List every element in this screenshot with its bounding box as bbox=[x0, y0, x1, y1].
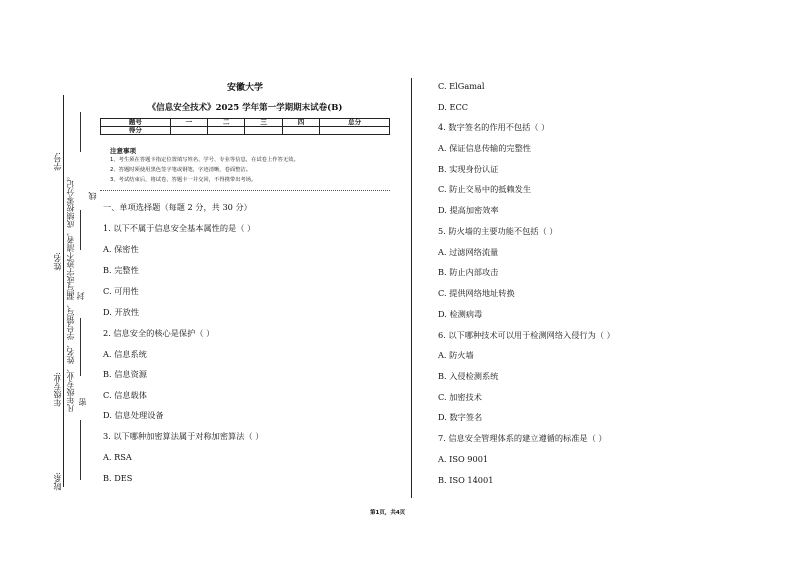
seal-label: 封 bbox=[76, 292, 85, 300]
score-input-cell bbox=[170, 127, 207, 135]
binding-line bbox=[63, 95, 64, 487]
score-input-cell bbox=[245, 127, 282, 135]
grade-major-underline bbox=[80, 318, 81, 376]
score-table-header-row bbox=[101, 119, 390, 127]
score-table bbox=[100, 118, 390, 135]
question-line: 6. 以下哪种技术可以用于检测网络入侵行为（ ） bbox=[438, 330, 615, 340]
college-underline bbox=[80, 420, 81, 480]
option-line: C. 信息载体 bbox=[103, 390, 147, 400]
option-line: C. ElGamal bbox=[438, 81, 485, 91]
score-input-cell bbox=[208, 127, 245, 135]
score-cell: 题号 bbox=[101, 119, 171, 127]
notes-separator bbox=[100, 190, 390, 191]
option-line: D. 检测病毒 bbox=[438, 309, 483, 319]
score-cell: 四 bbox=[282, 119, 319, 127]
option-line: B. 信息资源 bbox=[103, 369, 147, 379]
question-line: 5. 防火墙的主要功能不包括（ ） bbox=[438, 226, 558, 236]
option-line: A. 防火墙 bbox=[438, 350, 474, 360]
question-line: 4. 数字签名的作用不包括（ ） bbox=[438, 122, 550, 132]
score-input-cell bbox=[320, 127, 390, 135]
column-divider bbox=[411, 78, 412, 498]
option-line: D. 信息处理设备 bbox=[103, 410, 164, 420]
option-line: D. ECC bbox=[438, 102, 468, 112]
student-id-underline bbox=[80, 112, 81, 152]
score-cell: 二 bbox=[208, 119, 245, 127]
score-table-score-row bbox=[101, 127, 390, 135]
option-line: D. 提高加密效率 bbox=[438, 205, 499, 215]
option-line: B. 实现身份认证 bbox=[438, 164, 499, 174]
option-line: A. 过滤网络流量 bbox=[438, 247, 499, 257]
question-line: 1. 以下不属于信息安全基本属性的是（ ） bbox=[103, 223, 256, 233]
option-line: A. RSA bbox=[103, 452, 132, 462]
question-line: 3. 以下哪种加密算法属于对称加密算法（ ） bbox=[103, 431, 264, 441]
score-cell: 得分 bbox=[101, 127, 171, 135]
score-input-cell bbox=[282, 127, 319, 135]
score-cell: 一 bbox=[170, 119, 207, 127]
option-line: B. 防止内部攻击 bbox=[438, 267, 499, 277]
name-underline bbox=[80, 210, 81, 250]
option-line: B. 完整性 bbox=[103, 265, 139, 275]
name-label: 姓名: bbox=[53, 252, 62, 271]
question-line: 7. 信息安全管理体系的建立遵循的标准是（ ） bbox=[438, 433, 607, 443]
section-title: 一、单项选择题（每题 2 分，共 30 分） bbox=[103, 202, 252, 212]
score-cell: 总分 bbox=[320, 119, 390, 127]
secret-label: 密 bbox=[78, 398, 87, 406]
option-line: C. 加密技术 bbox=[438, 392, 482, 402]
student-id-label: 学号: bbox=[53, 152, 62, 171]
option-line: A. 保证信息传输的完整性 bbox=[438, 143, 531, 153]
question-line: 2. 信息安全的核心是保护（ ） bbox=[103, 328, 215, 338]
seal-line-label: 线 bbox=[88, 192, 97, 200]
binding-instruction: 凡年级专业、姓名、学号错写、漏写或字迹不清者，成绩按零分记。 bbox=[66, 172, 75, 412]
note-item: 1、考生须在答题卡指定位置填写姓名、学号、专业等信息，在试卷上作答无效。 bbox=[110, 157, 299, 163]
option-line: D. 数字签名 bbox=[438, 412, 483, 422]
option-line: B. ISO 14001 bbox=[438, 475, 494, 485]
option-line: B. 入侵检测系统 bbox=[438, 371, 499, 381]
option-line: A. 保密性 bbox=[103, 244, 139, 254]
note-item: 3、考试结束后，将试卷、答题卡一并交回，不得携带出考场。 bbox=[110, 177, 257, 183]
option-line: B. DES bbox=[103, 473, 133, 483]
exam-title: 《信息安全技术》2025 学年第一学期期末试卷(B) bbox=[147, 103, 343, 113]
option-line: A. 信息系统 bbox=[103, 349, 147, 359]
note-item: 2、答题时须使用黑色签字笔或钢笔，字迹清晰，卷面整洁。 bbox=[110, 167, 252, 173]
college-label: 院系: bbox=[53, 472, 62, 491]
option-line: C. 防止交易中的抵赖发生 bbox=[438, 184, 532, 194]
option-line: D. 开放性 bbox=[103, 307, 140, 317]
notes-title: 注意事项 bbox=[110, 147, 136, 155]
score-cell: 三 bbox=[245, 119, 282, 127]
option-line: C. 提供网络地址转换 bbox=[438, 288, 515, 298]
option-line: A. ISO 9001 bbox=[438, 454, 489, 464]
option-line: C. 可用性 bbox=[103, 286, 139, 296]
page-number: 第1页，共4页 bbox=[370, 510, 406, 516]
grade-major-label: 年级专业: bbox=[53, 372, 62, 407]
school-name: 安徽大学 bbox=[226, 83, 263, 93]
